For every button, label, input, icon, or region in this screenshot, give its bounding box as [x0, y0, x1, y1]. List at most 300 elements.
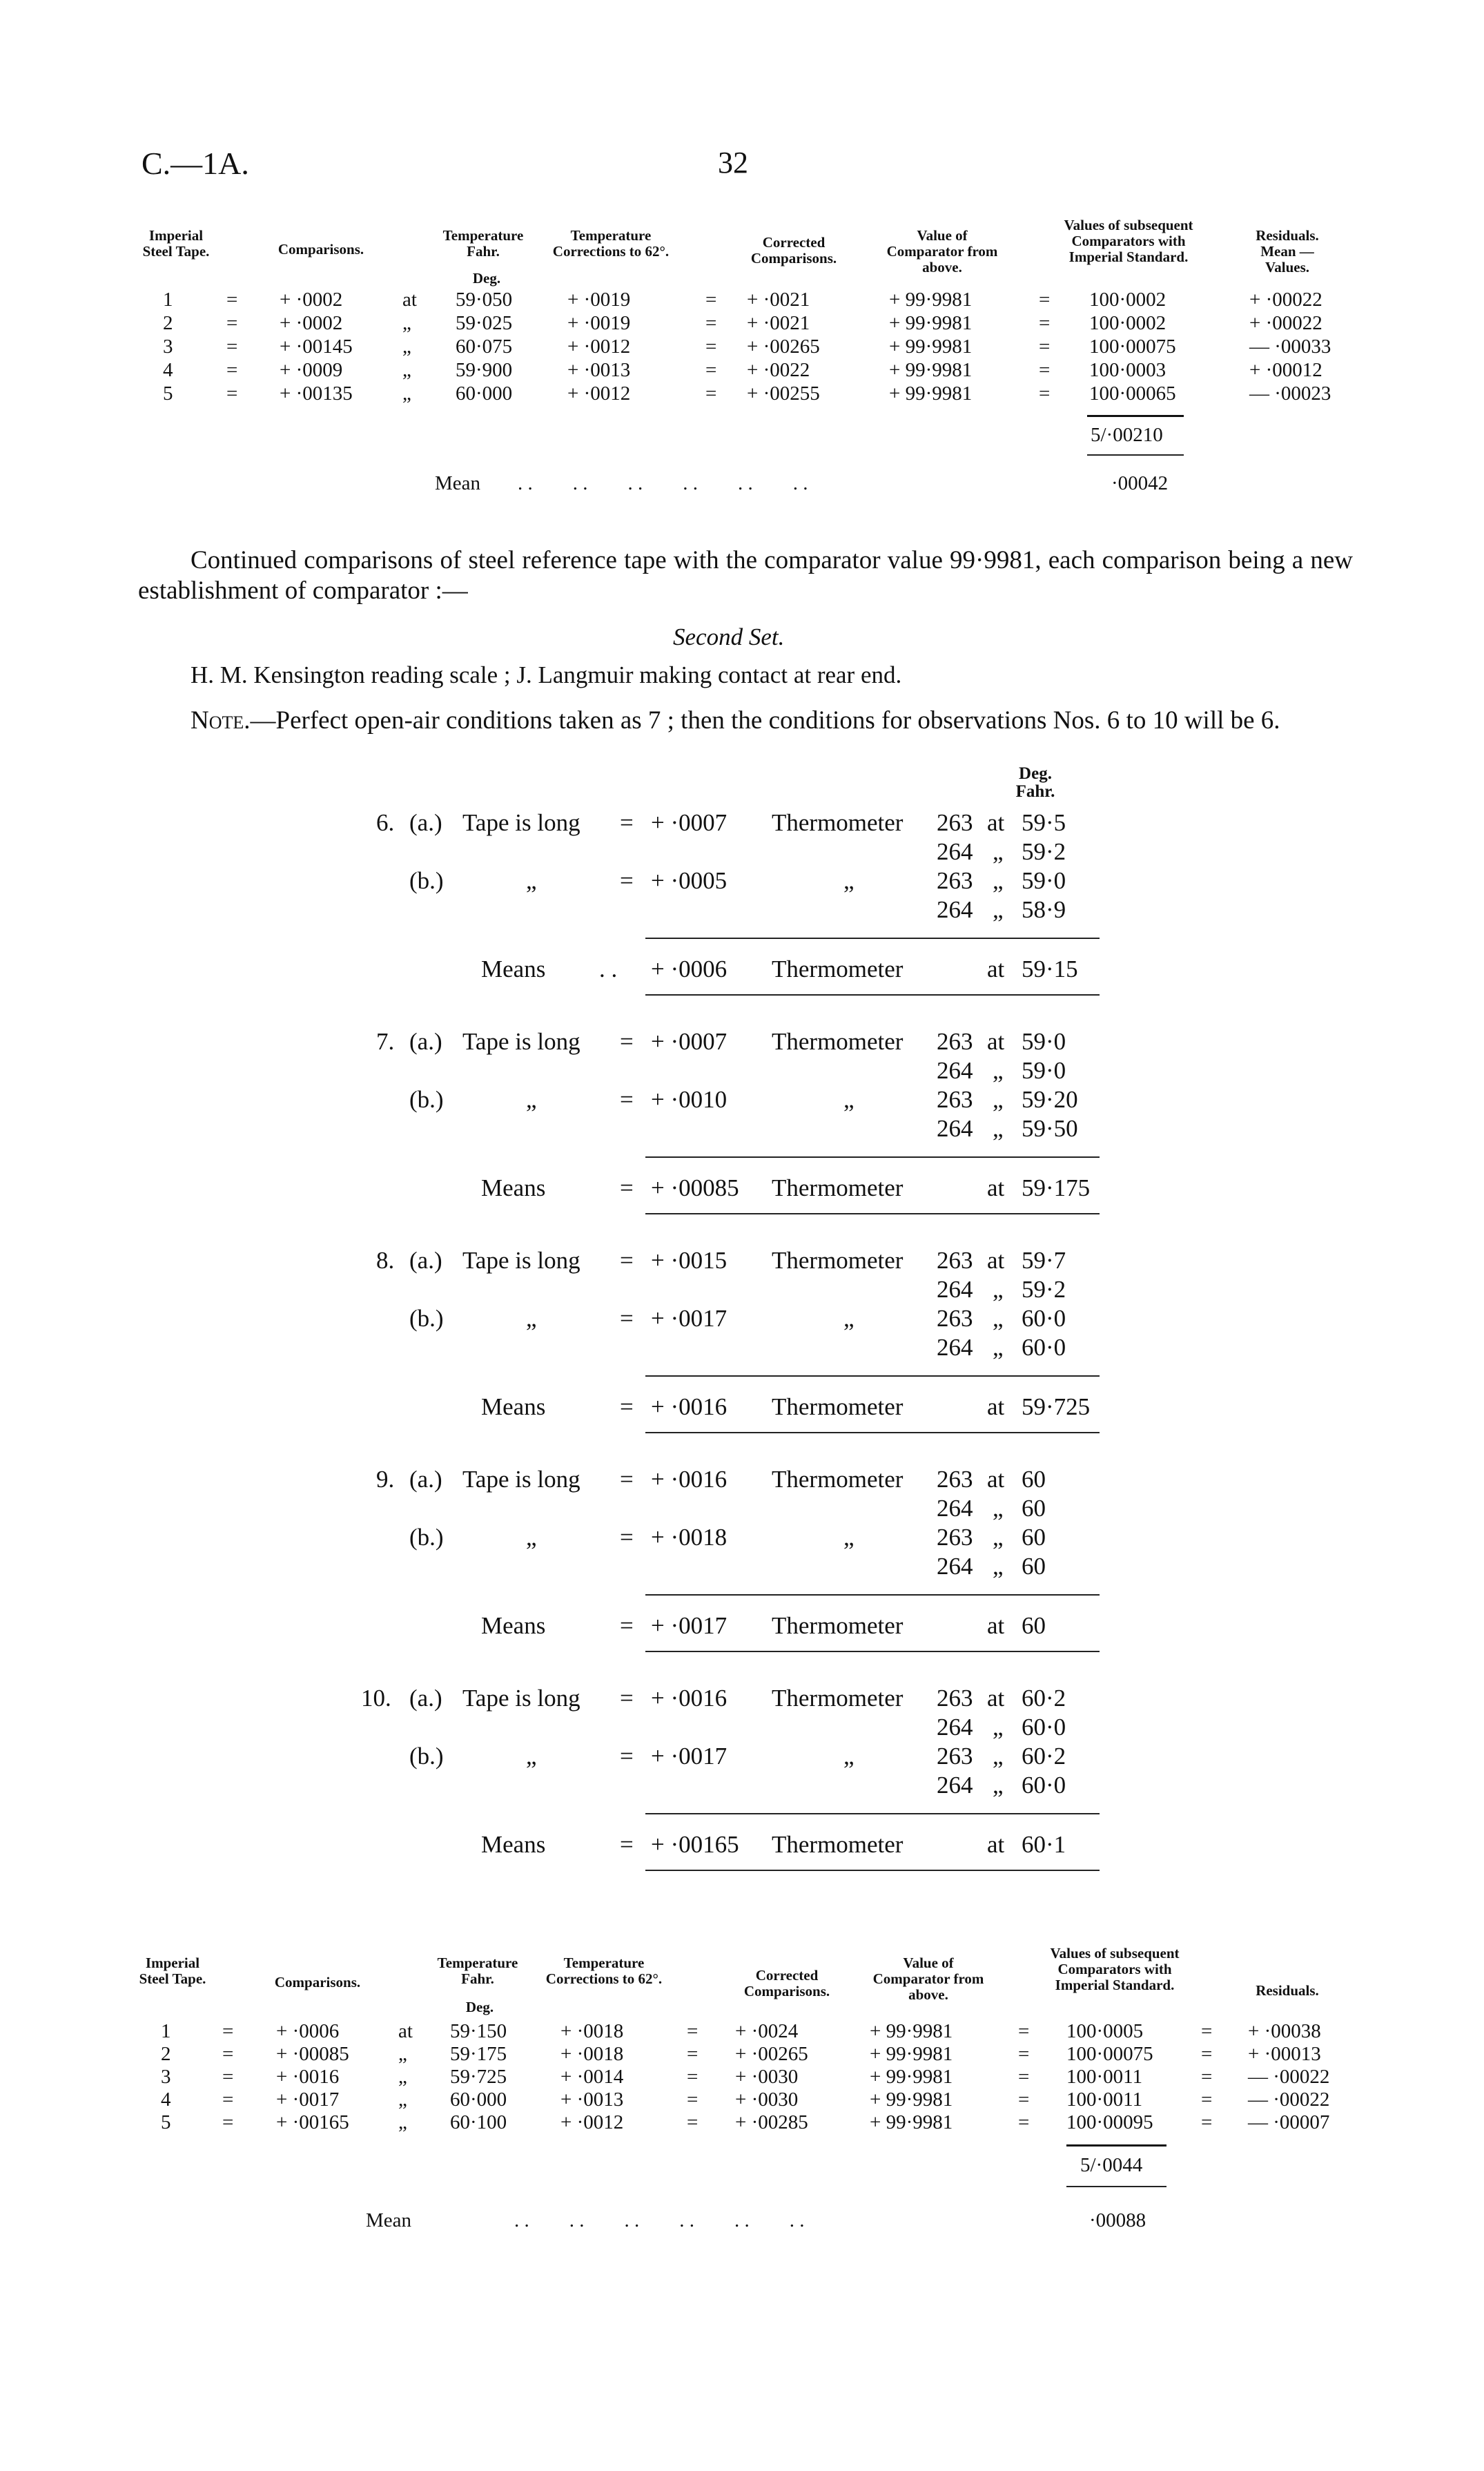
comparison-value: + ·00145 — [280, 336, 353, 358]
reading-b-thermometer-1: 263 — [937, 1086, 973, 1113]
header-value-2: Value of Comparator from above. — [872, 1955, 984, 2003]
reading-b-thermometer-ditto: „ — [843, 1086, 855, 1113]
reading-a-label: (a.) — [409, 1685, 442, 1712]
means-sep: = — [620, 1174, 634, 1201]
reading-b-temp-2: 59·50 — [1022, 1115, 1078, 1142]
equals-sign: = — [226, 312, 238, 334]
mean-value: ·00042 — [1111, 472, 1169, 494]
reading-b-thermometer-2: 264 — [937, 1334, 973, 1361]
reading-a-temp-1: 59·5 — [1022, 809, 1066, 836]
subsequent-value: 100·0002 — [1089, 312, 1166, 334]
reading-b-label: (b.) — [409, 1305, 444, 1332]
reading-a-thermometer: Thermometer — [772, 1685, 904, 1712]
corrected-value: + ·0024 — [735, 2020, 799, 2042]
means-value: + ·0006 — [651, 956, 728, 982]
header-residuals-2: Residuals. — [1256, 1982, 1319, 1999]
reading-a-at-1: at — [987, 1247, 1005, 1274]
equals-sign: = — [705, 359, 717, 381]
means-value: + ·0017 — [651, 1612, 728, 1639]
means-value: + ·00085 — [651, 1174, 739, 1201]
reading-a-equals: = — [620, 1028, 634, 1055]
page-number: 32 — [718, 146, 748, 180]
mean-dots: . . . . . . . . . . . . — [518, 472, 808, 494]
temperature-value: 59·725 — [450, 2066, 507, 2088]
equals-sign: = — [1201, 2066, 1213, 2088]
reading-a-equals: = — [620, 1685, 634, 1712]
reading-b-label: (b.) — [409, 867, 444, 894]
corrected-value: + ·0021 — [747, 289, 810, 311]
reading-b-value: + ·0010 — [651, 1086, 728, 1113]
means-label: Means — [481, 956, 546, 982]
means-at: at — [987, 1831, 1005, 1858]
mean-label: Mean — [435, 472, 481, 494]
at-label: „ — [398, 2043, 407, 2065]
comparator-value: + 99·9981 — [870, 2020, 953, 2042]
equals-sign: = — [226, 336, 238, 358]
at-label: at — [398, 2020, 413, 2042]
reading-a-thermometer-1: 263 — [937, 1247, 973, 1274]
reading-b-label: (b.) — [409, 1743, 444, 1770]
observation-rule-top — [645, 1156, 1100, 1158]
reading-b-thermometer-1: 263 — [937, 1743, 973, 1770]
subsequent-value: 100·0003 — [1089, 359, 1166, 381]
comparison-value: + ·0002 — [280, 312, 343, 334]
residual-value: + ·00012 — [1249, 359, 1322, 381]
observation-number: 7. — [376, 1028, 395, 1055]
reading-a-label: (a.) — [409, 809, 442, 836]
equals-sign: = — [1039, 359, 1051, 381]
reading-a-temp-2: 59·2 — [1022, 838, 1066, 865]
note-label: Note. — [191, 706, 251, 735]
comparator-value: + 99·9981 — [870, 2089, 953, 2111]
comparison-value: + ·0009 — [280, 359, 343, 381]
observation-rule-bottom — [645, 1213, 1100, 1214]
reading-a-temp-2: 60 — [1022, 1495, 1046, 1522]
tape-number: 3 — [163, 336, 173, 358]
equals-sign: = — [222, 2089, 234, 2111]
tape-number: 1 — [161, 2020, 171, 2042]
header-corrections-2: Temperature Corrections to 62°. — [545, 1955, 663, 1987]
correction-value: + ·0018 — [560, 2043, 624, 2065]
reading-a-thermometer: Thermometer — [772, 1028, 904, 1055]
observation-rule-bottom — [645, 1651, 1100, 1652]
comparison-value: + ·00085 — [276, 2043, 349, 2065]
reading-a-label: (a.) — [409, 1247, 442, 1274]
corrected-value: + ·0022 — [747, 359, 810, 381]
reading-a-at-1: at — [987, 1028, 1005, 1055]
reading-b-thermometer-2: 264 — [937, 896, 973, 923]
means-temperature: 59·15 — [1022, 956, 1078, 982]
temperature-value: 59·150 — [450, 2020, 507, 2042]
reading-a-temp-1: 60·2 — [1022, 1685, 1066, 1712]
correction-value: + ·0012 — [567, 382, 631, 405]
temperature-value: 59·900 — [456, 359, 513, 381]
at-label: „ — [398, 2066, 407, 2088]
temperature-value: 60·100 — [450, 2111, 507, 2133]
subsequent-value: 100·0011 — [1066, 2066, 1143, 2088]
correction-value: + ·0019 — [567, 312, 631, 334]
means-sep: = — [620, 1612, 634, 1639]
header-subsequent: Values of subsequent Comparators with Imperial Standard. — [1064, 217, 1193, 265]
header-deg: Deg. — [472, 270, 501, 287]
residual-value: — ·00023 — [1249, 382, 1331, 405]
subsequent-value: 100·00075 — [1066, 2043, 1153, 2065]
corrected-value: + ·00265 — [735, 2043, 808, 2065]
reading-b-equals: = — [620, 1524, 634, 1551]
reading-b-thermometer-2: 264 — [937, 1115, 973, 1142]
reading-a-equals: = — [620, 1247, 634, 1274]
reading-b-at-2: „ — [993, 1115, 1004, 1142]
reading-a-text: Tape is long — [462, 1466, 580, 1493]
reading-a-value: + ·0016 — [651, 1685, 728, 1712]
reading-b-at-2: „ — [993, 1772, 1004, 1799]
equals-sign: = — [1201, 2089, 1213, 2111]
tape-number: 4 — [161, 2089, 171, 2111]
correction-value: + ·0014 — [560, 2066, 624, 2088]
subsequent-value: 100·0005 — [1066, 2020, 1144, 2042]
equals-sign: = — [1039, 312, 1051, 334]
means-temperature: 59·725 — [1022, 1393, 1091, 1420]
means-temperature: 60·1 — [1022, 1831, 1066, 1858]
subsequent-value: 100·0011 — [1066, 2089, 1143, 2111]
deg-label: Deg. — [1019, 764, 1052, 783]
reading-b-equals: = — [620, 1086, 634, 1113]
corrected-value: + ·00265 — [747, 336, 820, 358]
comparator-value: + 99·9981 — [870, 2111, 953, 2133]
reading-a-at-1: at — [987, 809, 1005, 836]
header-tape-2: Imperial Steel Tape. — [139, 1955, 206, 1987]
equals-sign: = — [687, 2020, 699, 2042]
reading-b-temp-2: 60·0 — [1022, 1334, 1066, 1361]
note-paragraph — [138, 706, 1353, 736]
mean-rule-2 — [1066, 2186, 1166, 2187]
equals-sign: = — [226, 382, 238, 405]
comparison-value: + ·0017 — [276, 2089, 340, 2111]
equals-sign: = — [1201, 2111, 1213, 2133]
tape-number: 1 — [163, 289, 173, 311]
observations-deg-header — [1001, 765, 1070, 801]
corrected-value: + ·0030 — [735, 2089, 799, 2111]
reading-a-thermometer-2: 264 — [937, 1057, 973, 1084]
reading-b-value: + ·0017 — [651, 1305, 728, 1332]
reading-a-temp-1: 59·0 — [1022, 1028, 1066, 1055]
reading-a-equals: = — [620, 809, 634, 836]
means-thermometer: Thermometer — [772, 1393, 904, 1420]
reading-a-at-2: „ — [993, 838, 1004, 865]
comparison-value: + ·00135 — [280, 382, 353, 405]
reading-b-temp-1: 59·0 — [1022, 867, 1066, 894]
means-value: + ·0016 — [651, 1393, 728, 1420]
corrected-value: + ·00285 — [735, 2111, 808, 2133]
means-thermometer: Thermometer — [772, 1612, 904, 1639]
equals-sign: = — [1018, 2089, 1030, 2111]
reading-a-label: (a.) — [409, 1028, 442, 1055]
equals-sign: = — [705, 312, 717, 334]
subsequent-value: 100·00065 — [1089, 382, 1176, 405]
observation-number: 10. — [361, 1685, 391, 1712]
observation-rule-bottom — [645, 1870, 1100, 1871]
equals-sign: = — [222, 2020, 234, 2042]
reading-a-equals: = — [620, 1466, 634, 1493]
equals-sign: = — [705, 289, 717, 311]
header-tape: Imperial Steel Tape. — [142, 227, 210, 260]
at-label: „ — [402, 382, 411, 405]
equals-sign: = — [226, 289, 238, 311]
equals-sign: = — [687, 2111, 699, 2133]
equals-sign: = — [1201, 2020, 1213, 2042]
temperature-value: 59·025 — [456, 312, 513, 334]
reading-a-text: Tape is long — [462, 1247, 580, 1274]
mean-label-2: Mean — [366, 2209, 412, 2231]
reading-a-at-1: at — [987, 1685, 1005, 1712]
temperature-value: 59·050 — [456, 289, 513, 311]
equals-sign: = — [222, 2111, 234, 2133]
reading-b-ditto: „ — [526, 1524, 537, 1551]
comparison-value: + ·0002 — [280, 289, 343, 311]
reading-b-at-1: „ — [993, 867, 1004, 894]
page-ref: C.—1A. — [141, 146, 249, 181]
intro-text: Continued comparisons of steel reference tape with the comparator value 99·9981, each comparison being a new establishment of comparator :— — [138, 546, 1353, 605]
reading-a-thermometer-1: 263 — [937, 1028, 973, 1055]
reading-a-thermometer: Thermometer — [772, 1247, 904, 1274]
reading-b-equals: = — [620, 1743, 634, 1770]
equals-sign: = — [705, 336, 717, 358]
reading-b-thermometer-2: 264 — [937, 1553, 973, 1580]
reading-b-at-2: „ — [993, 1553, 1004, 1580]
reading-a-temp-2: 60·0 — [1022, 1714, 1066, 1741]
observation-rule-bottom — [645, 1432, 1100, 1433]
tape-number: 3 — [161, 2066, 171, 2088]
tape-number: 4 — [163, 359, 173, 381]
reading-a-thermometer: Thermometer — [772, 1466, 904, 1493]
total-value-2: 5/·0044 — [1080, 2154, 1143, 2176]
at-label: „ — [398, 2089, 407, 2111]
residual-value: + ·00013 — [1248, 2043, 1321, 2065]
equals-sign: = — [705, 382, 717, 405]
tape-number: 2 — [161, 2043, 171, 2065]
reading-b-value: + ·0018 — [651, 1524, 728, 1551]
reading-a-thermometer-2: 264 — [937, 1276, 973, 1303]
reading-b-temp-1: 60·0 — [1022, 1305, 1066, 1332]
means-at: at — [987, 956, 1005, 982]
comparator-value: + 99·9981 — [889, 289, 973, 311]
comparison-value: + ·00165 — [276, 2111, 349, 2133]
means-label: Means — [481, 1612, 546, 1639]
observation-number: 8. — [376, 1247, 395, 1274]
observation-number: 9. — [376, 1466, 395, 1493]
comparator-value: + 99·9981 — [889, 312, 973, 334]
reading-b-temp-2: 60 — [1022, 1553, 1046, 1580]
equals-sign: = — [1018, 2020, 1030, 2042]
at-label: „ — [402, 312, 411, 334]
reading-b-value: + ·0005 — [651, 867, 728, 894]
reading-b-at-1: „ — [993, 1305, 1004, 1332]
reading-a-thermometer-2: 264 — [937, 1495, 973, 1522]
reading-b-temp-1: 60 — [1022, 1524, 1046, 1551]
residual-value: — ·00022 — [1248, 2089, 1330, 2111]
reading-b-thermometer-1: 263 — [937, 1305, 973, 1332]
tape-number: 2 — [163, 312, 173, 334]
at-label: „ — [398, 2111, 407, 2133]
reading-b-at-2: „ — [993, 896, 1004, 923]
equals-sign: = — [687, 2089, 699, 2111]
residual-value: — ·00033 — [1249, 336, 1331, 358]
residual-value: — ·00022 — [1248, 2066, 1330, 2088]
reading-b-at-1: „ — [993, 1524, 1004, 1551]
reading-a-value: + ·0007 — [651, 1028, 728, 1055]
means-at: at — [987, 1612, 1005, 1639]
note-text: —Perfect open-air conditions taken as 7 ; then the conditions for observations Nos. 6 to 10 will be 6. — [250, 706, 1280, 735]
at-label: at — [402, 289, 417, 311]
equals-sign: = — [1039, 289, 1051, 311]
means-sep: . . — [599, 956, 618, 982]
temperature-value: 60·075 — [456, 336, 513, 358]
total-rule-2 — [1066, 2144, 1166, 2147]
header-temperature-2: Temperature Fahr. — [437, 1955, 518, 1987]
temperature-value: 60·000 — [456, 382, 513, 405]
means-sep: = — [620, 1393, 634, 1420]
reading-a-value: + ·0007 — [651, 809, 728, 836]
reading-a-text: Tape is long — [462, 1685, 580, 1712]
header-subsequent-2: Values of subsequent Comparators with Imperial Standard. — [1050, 1945, 1180, 1993]
reading-b-thermometer-2: 264 — [937, 1772, 973, 1799]
means-at: at — [987, 1174, 1005, 1201]
reading-a-temp-2: 59·2 — [1022, 1276, 1066, 1303]
observation-rule-top — [645, 1594, 1100, 1596]
header-corrected-2: Corrected Comparisons. — [743, 1967, 830, 1999]
residual-value: — ·00007 — [1248, 2111, 1330, 2133]
residual-value: + ·00022 — [1249, 312, 1322, 334]
reading-b-temp-1: 59·20 — [1022, 1086, 1078, 1113]
reading-b-label: (b.) — [409, 1524, 444, 1551]
reading-a-temp-2: 59·0 — [1022, 1057, 1066, 1084]
intro-paragraph — [138, 545, 1353, 606]
equals-sign: = — [1018, 2043, 1030, 2065]
comparison-value: + ·0016 — [276, 2066, 340, 2088]
header-corrected: Corrected Comparisons. — [750, 234, 837, 267]
set-title: Second Set. — [673, 623, 785, 650]
equals-sign: = — [226, 359, 238, 381]
means-thermometer: Thermometer — [772, 956, 904, 982]
correction-value: + ·0012 — [560, 2111, 624, 2133]
reading-a-value: + ·0015 — [651, 1247, 728, 1274]
observation-rule-top — [645, 1375, 1100, 1377]
comparator-value: + 99·9981 — [870, 2066, 953, 2088]
corrected-value: + ·0030 — [735, 2066, 799, 2088]
reading-b-thermometer-ditto: „ — [843, 1743, 855, 1770]
subsequent-value: 100·0002 — [1089, 289, 1166, 311]
reading-a-thermometer: Thermometer — [772, 809, 904, 836]
temperature-value: 60·000 — [450, 2089, 507, 2111]
header-corrections: Temperature Corrections to 62°. — [552, 227, 670, 260]
correction-value: + ·0019 — [567, 289, 631, 311]
observation-rule-bottom — [645, 994, 1100, 996]
means-value: + ·00165 — [651, 1831, 739, 1858]
mean-value-2: ·00088 — [1089, 2209, 1146, 2231]
reading-a-temp-1: 59·7 — [1022, 1247, 1066, 1274]
comparison-value: + ·0006 — [276, 2020, 340, 2042]
reading-a-label: (a.) — [409, 1466, 442, 1493]
temperature-value: 59·175 — [450, 2043, 507, 2065]
reading-b-thermometer-ditto: „ — [843, 1524, 855, 1551]
reading-b-ditto: „ — [526, 1743, 537, 1770]
means-temperature: 59·175 — [1022, 1174, 1091, 1201]
equals-sign: = — [222, 2066, 234, 2088]
equals-sign: = — [1039, 382, 1051, 405]
equals-sign: = — [222, 2043, 234, 2065]
reading-b-temp-2: 60·0 — [1022, 1772, 1066, 1799]
comparator-value: + 99·9981 — [889, 382, 973, 405]
reading-b-thermometer-1: 263 — [937, 867, 973, 894]
reading-a-at-1: at — [987, 1466, 1005, 1493]
subsequent-value: 100·00075 — [1089, 336, 1176, 358]
at-label: „ — [402, 336, 411, 358]
means-label: Means — [481, 1393, 546, 1420]
reading-b-at-1: „ — [993, 1743, 1004, 1770]
corrected-value: + ·00255 — [747, 382, 820, 405]
reading-b-ditto: „ — [526, 1305, 537, 1332]
correction-value: + ·0013 — [560, 2089, 624, 2111]
header-residuals: Residuals. Mean — Values. — [1256, 227, 1319, 275]
reading-b-value: + ·0017 — [651, 1743, 728, 1770]
residual-value: + ·00038 — [1248, 2020, 1321, 2042]
reading-a-value: + ·0016 — [651, 1466, 728, 1493]
reading-b-equals: = — [620, 1305, 634, 1332]
reading-b-label: (b.) — [409, 1086, 444, 1113]
subsequent-value: 100·00095 — [1066, 2111, 1153, 2133]
equals-sign: = — [687, 2066, 699, 2088]
reading-a-thermometer-2: 264 — [937, 1714, 973, 1741]
means-label: Means — [481, 1831, 546, 1858]
comparator-value: + 99·9981 — [889, 336, 973, 358]
reading-b-ditto: „ — [526, 867, 537, 894]
reading-a-thermometer-2: 264 — [937, 838, 973, 865]
mean-rule — [1087, 454, 1184, 456]
total-value: 5/·00210 — [1091, 424, 1163, 446]
correction-value: + ·0013 — [567, 359, 631, 381]
reading-b-ditto: „ — [526, 1086, 537, 1113]
tape-number: 5 — [161, 2111, 171, 2133]
header-value: Value of Comparator from above. — [886, 227, 998, 275]
equals-sign: = — [1201, 2043, 1213, 2065]
means-thermometer: Thermometer — [772, 1174, 904, 1201]
mean-dots-2: . . . . . . . . . . . . — [514, 2209, 805, 2231]
reading-a-at-2: „ — [993, 1057, 1004, 1084]
reading-a-thermometer-1: 263 — [937, 1466, 973, 1493]
reading-b-at-2: „ — [993, 1334, 1004, 1361]
reading-b-thermometer-1: 263 — [937, 1524, 973, 1551]
reading-a-thermometer-1: 263 — [937, 1685, 973, 1712]
header-comparisons-2: Comparisons. — [274, 1974, 361, 1990]
reading-a-text: Tape is long — [462, 809, 580, 836]
observation-rule-top — [645, 1813, 1100, 1814]
reading-a-thermometer-1: 263 — [937, 809, 973, 836]
header-temperature: Temperature Fahr. — [442, 227, 524, 260]
correction-value: + ·0012 — [567, 336, 631, 358]
reading-a-at-2: „ — [993, 1495, 1004, 1522]
header-deg-2: Deg. — [465, 1999, 494, 2015]
equals-sign: = — [687, 2043, 699, 2065]
comparator-value: + 99·9981 — [889, 359, 973, 381]
observation-rule-top — [645, 938, 1100, 939]
total-rule — [1087, 415, 1184, 417]
header-comparisons: Comparisons. — [277, 241, 364, 258]
observation-number: 6. — [376, 809, 395, 836]
reading-b-temp-2: 58·9 — [1022, 896, 1066, 923]
reading-b-at-1: „ — [993, 1086, 1004, 1113]
means-at: at — [987, 1393, 1005, 1420]
reading-b-equals: = — [620, 867, 634, 894]
